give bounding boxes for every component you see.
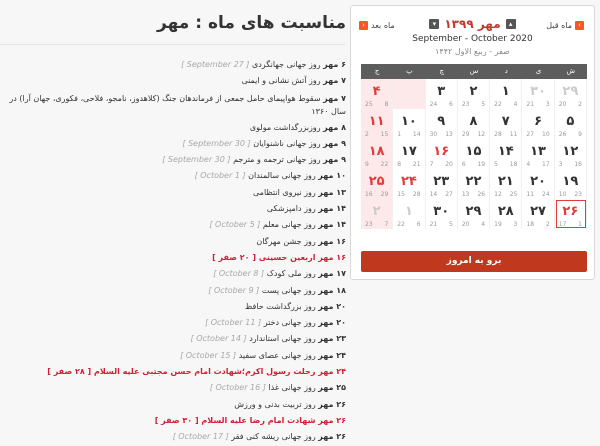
- event-item: [6, 250, 346, 266]
- arrow-right-icon: ›: [575, 21, 584, 30]
- hijri-day: 6: [449, 101, 453, 108]
- event-text: روز دامپزشکی: [266, 204, 316, 214]
- events-list: [6, 57, 346, 446]
- gregorian-day: 10: [558, 191, 567, 198]
- weekday-label: د: [504, 67, 508, 75]
- hijri-day: 21: [412, 161, 421, 168]
- calendar-week: [361, 139, 587, 169]
- event-item: [6, 348, 346, 364]
- hijri-day: 6: [416, 221, 421, 228]
- day-number: ۲۸: [497, 204, 514, 219]
- day-number: ۱۰: [400, 114, 417, 129]
- event-item: [6, 283, 346, 299]
- hijri-day: 27: [445, 191, 453, 198]
- calendar-day[interactable]: [490, 109, 522, 139]
- gregorian-day: 20: [558, 101, 567, 108]
- day-number: ۲۰: [530, 174, 546, 189]
- arrow-left-icon: ‹: [359, 21, 368, 30]
- gregorian-day: 30: [429, 131, 438, 138]
- calendar-day[interactable]: [522, 139, 554, 169]
- gregorian-day: 6: [461, 161, 466, 168]
- event-alt-date: [ ۳۰ صفر ]: [154, 415, 199, 425]
- calendar-grid: [361, 64, 587, 229]
- event-item: [6, 331, 346, 347]
- calendar-day[interactable]: [490, 79, 522, 109]
- calendar-week: [361, 199, 587, 229]
- calendar-day[interactable]: [458, 199, 490, 229]
- gregorian-day: 23: [365, 221, 373, 228]
- event-text: روز آتش نشانی و ایمنی: [241, 76, 321, 86]
- hijri-day: 4: [513, 101, 518, 108]
- event-item: [6, 364, 346, 380]
- event-text: روز جهانی دختر: [263, 318, 316, 328]
- day-number: ۲۴: [400, 174, 417, 189]
- day-number: ۱۵: [465, 144, 482, 159]
- weekday-label: ی: [535, 67, 542, 75]
- hijri-day: 8: [384, 101, 389, 108]
- event-date: ۲۰ مهر: [318, 318, 346, 328]
- hijri-day: 2: [545, 221, 550, 228]
- calendar-widget: [350, 5, 595, 280]
- day-number: ۶: [534, 114, 543, 129]
- event-alt-date: [ 8 October ]: [213, 269, 265, 279]
- gregorian-day: 21: [526, 101, 535, 108]
- event-date: ۷ مهر: [323, 93, 346, 103]
- event-text: روز جهانی استاندارد: [249, 334, 316, 344]
- gregorian-day: 9: [365, 161, 369, 168]
- hijri-day: 19: [477, 161, 486, 168]
- day-number: ۴: [372, 84, 381, 99]
- day-number: ۲: [372, 204, 381, 219]
- event-date: ۱۶ مهر: [318, 236, 346, 246]
- gregorian-day: 2: [365, 131, 369, 138]
- gregorian-day: 8: [397, 161, 402, 168]
- event-item: [6, 217, 346, 233]
- calendar-day[interactable]: [490, 199, 522, 229]
- weekday-label: س: [469, 67, 479, 75]
- gregorian-day: 27: [526, 131, 535, 138]
- event-alt-date: [ 30 September ]: [162, 155, 231, 165]
- hijri-day: 28: [412, 191, 421, 198]
- hijri-day: 3: [545, 101, 550, 108]
- event-alt-date: [ 16 October ]: [209, 383, 266, 393]
- event-item: [6, 429, 346, 445]
- gregorian-day: 19: [494, 221, 502, 228]
- event-alt-date: [ ۲۰ صفر ]: [212, 252, 256, 262]
- title-divider: [0, 44, 345, 45]
- day-number: ۸: [469, 114, 478, 129]
- event-item: [6, 152, 346, 168]
- calendar-day[interactable]: [393, 139, 425, 169]
- calendar-day: [393, 79, 425, 109]
- hijri-day: 12: [477, 131, 486, 138]
- event-alt-date: [ 17 October ]: [172, 432, 229, 442]
- weekday-label: پ: [406, 67, 413, 75]
- day-number: ۵: [566, 114, 575, 129]
- day-number: ۲۹: [465, 204, 482, 219]
- event-item: [6, 234, 346, 250]
- gregorian-day: 7: [429, 161, 434, 168]
- calendar-day[interactable]: [522, 169, 554, 199]
- event-text: روز جهانی سالمندان: [248, 171, 316, 181]
- day-number: ۳: [437, 84, 446, 99]
- event-date: ۱۸ مهر: [318, 285, 346, 295]
- event-item: [6, 136, 346, 152]
- event-text: سقوط هواپیمای حامل جمعی از فرماندهان جنگ (کلاهدوز، نامجو، فلاحی، فکوری، جهان آرا) در سال ۱۳۶۰: [9, 93, 346, 116]
- event-item: [6, 397, 346, 413]
- gregorian-day: 25: [365, 101, 373, 108]
- gregorian-day: 15: [397, 191, 405, 198]
- gregorian-day: 26: [558, 131, 567, 138]
- hijri-day: 29: [380, 191, 389, 198]
- calendar-day[interactable]: [555, 109, 587, 139]
- calendar-week: [361, 169, 587, 199]
- calendar-day[interactable]: [426, 169, 458, 199]
- event-date: ۲۴ مهر: [318, 367, 346, 377]
- day-number: ۱۱: [368, 114, 385, 129]
- event-alt-date: [ 15 October ]: [180, 350, 237, 360]
- gregorian-day: 24: [429, 101, 438, 108]
- calendar-day[interactable]: [426, 79, 458, 109]
- event-date: ۲۶ مهر: [318, 399, 346, 409]
- weekday-label: ج: [374, 67, 380, 75]
- gregorian-day: 17: [558, 221, 567, 228]
- gregorian-day: 22: [397, 221, 405, 228]
- page-title: مناسبت های ماه : مهر: [157, 13, 346, 33]
- calendar-week: [361, 79, 587, 109]
- day-number: ۲۹: [562, 84, 579, 99]
- event-item: [6, 73, 346, 89]
- day-number: ۱۳: [530, 144, 546, 159]
- gregorian-day: 5: [494, 161, 498, 168]
- calendar-day[interactable]: [458, 169, 490, 199]
- day-number: ۱۴: [497, 144, 514, 159]
- event-text: روز جهانی ناشنوایان: [253, 138, 321, 148]
- calendar-day[interactable]: [393, 199, 425, 229]
- event-date: ۱۴ مهر: [318, 220, 346, 230]
- event-date: ۲۵ مهر: [318, 383, 346, 393]
- event-date: ۱۳ مهر: [318, 187, 346, 197]
- event-alt-date: [ 14 October ]: [190, 334, 247, 344]
- hijri-day: 24: [542, 191, 550, 198]
- calendar-day[interactable]: [490, 139, 522, 169]
- hijri-day: 7: [384, 221, 389, 228]
- gregorian-day: 12: [494, 191, 502, 198]
- gregorian-range: September - October 2020: [412, 34, 533, 44]
- event-text: روز بزرگداشت حافظ: [244, 301, 316, 311]
- event-date: ۱۷ مهر: [318, 269, 346, 279]
- calendar-day[interactable]: [555, 169, 587, 199]
- event-alt-date: [ 11 October ]: [205, 318, 262, 328]
- calendar-day[interactable]: [555, 139, 587, 169]
- day-number: ۱۷: [400, 144, 417, 159]
- event-text: روز جهانی ریشه کنی فقر: [231, 432, 316, 442]
- event-alt-date: [ 30 September ]: [182, 138, 251, 148]
- event-text: روز جهانی پست: [261, 285, 316, 295]
- prev-month-label: ماه قبل: [546, 21, 572, 30]
- gregorian-day: 18: [526, 221, 535, 228]
- hijri-day: 15: [380, 131, 389, 138]
- gregorian-day: 14: [429, 191, 438, 198]
- gregorian-day: 21: [429, 221, 438, 228]
- hijri-day: 2: [578, 101, 582, 108]
- calendar-day[interactable]: [555, 199, 587, 229]
- event-alt-date: [ 1 October ]: [194, 171, 246, 181]
- gregorian-day: 4: [526, 161, 531, 168]
- event-text: روز جهانی معلم: [262, 220, 316, 230]
- month-down-arrow-icon[interactable]: ▾: [429, 19, 439, 29]
- event-date: ۱۶ مهر: [318, 252, 346, 262]
- gregorian-day: 20: [461, 221, 470, 228]
- day-number: ۳۰: [530, 84, 546, 99]
- event-date: ۸ مهر: [323, 122, 346, 132]
- calendar-header: [351, 6, 594, 64]
- month-title[interactable]: مهر ۱۳۹۹: [444, 17, 501, 31]
- day-number: ۷: [501, 114, 510, 129]
- event-alt-date: [ 9 October ]: [208, 285, 260, 295]
- calendar-day[interactable]: [522, 199, 554, 229]
- event-text: روز تربیت بدنی و ورزش: [234, 399, 316, 409]
- day-number: ۱: [501, 84, 510, 99]
- gregorian-day: 22: [494, 101, 502, 108]
- month-up-arrow-icon[interactable]: ▴: [506, 19, 516, 29]
- hijri-day: 22: [380, 161, 389, 168]
- hijri-day: 1: [578, 221, 582, 228]
- hijri-day: 11: [509, 131, 518, 138]
- event-date: ۲۳ مهر: [318, 334, 346, 344]
- day-number: ۹: [437, 114, 446, 129]
- calendar-day[interactable]: [361, 79, 393, 109]
- day-number: ۱۹: [562, 174, 579, 189]
- event-text: روز ملی کودک: [266, 269, 316, 279]
- hijri-day: 20: [445, 161, 453, 168]
- hijri-day: 17: [542, 161, 550, 168]
- day-number: ۱۲: [562, 144, 579, 159]
- event-item: [6, 90, 346, 120]
- day-number: ۱۶: [433, 144, 450, 159]
- day-number: ۱: [404, 204, 413, 219]
- hijri-day: 16: [574, 161, 582, 168]
- day-number: ۲۱: [497, 174, 514, 189]
- day-number: ۲۷: [530, 204, 546, 219]
- hijri-day: 18: [509, 161, 518, 168]
- event-text: روز جهانی غذا: [268, 383, 316, 393]
- weekday-label: ش: [566, 67, 576, 75]
- event-item: [6, 168, 346, 184]
- hijri-day: 14: [412, 131, 421, 138]
- event-text: روز جهانی عصای سفید: [238, 350, 316, 360]
- event-date: ۲۶ مهر: [318, 432, 346, 442]
- next-month-label: ماه بعد: [371, 21, 395, 30]
- event-item: [6, 201, 346, 217]
- event-item: [6, 57, 346, 73]
- calendar-weeks: [361, 79, 587, 229]
- calendar-day[interactable]: [555, 79, 587, 109]
- go-to-today-button[interactable]: برو به امروز: [361, 251, 587, 272]
- calendar-day[interactable]: [393, 169, 425, 199]
- hijri-day: 25: [509, 191, 518, 198]
- calendar-week: [361, 109, 587, 139]
- gregorian-day: 29: [461, 131, 470, 138]
- event-date: ۹ مهر: [323, 138, 346, 148]
- event-date: ۹ مهر: [323, 155, 346, 165]
- day-number: ۲۳: [433, 174, 450, 189]
- day-number: ۳۰: [433, 204, 450, 219]
- event-item: [6, 380, 346, 396]
- calendar-day[interactable]: [361, 139, 393, 169]
- event-item: [6, 299, 346, 315]
- event-alt-date: [ ۲۸ صفر ]: [47, 367, 92, 377]
- event-item: [6, 315, 346, 331]
- day-number: ۲: [469, 84, 478, 99]
- event-item: [6, 185, 346, 201]
- gregorian-day: 28: [494, 131, 502, 138]
- event-text: رحلت رسول اکرم؛شهادت امام حسن مجتبی علیه السلام: [93, 367, 316, 377]
- event-text: روزبزرگداشت مولوی: [249, 122, 321, 132]
- event-text: روز جهانی جهانگردی: [251, 60, 321, 69]
- hijri-day: 13: [445, 131, 453, 138]
- hijri-day: 26: [477, 191, 486, 198]
- event-item: [6, 266, 346, 282]
- gregorian-day: 13: [461, 191, 470, 198]
- hijri-day: 4: [481, 221, 486, 228]
- hijri-day: 5: [481, 101, 486, 108]
- event-date: ۱۴ مهر: [318, 204, 346, 214]
- gregorian-day: 16: [365, 191, 373, 198]
- calendar-day[interactable]: [490, 169, 522, 199]
- day-number: ۲۶: [562, 204, 579, 219]
- event-text: شهادت امام رضا علیه السلام: [201, 415, 316, 425]
- day-number: ۱۸: [368, 144, 385, 159]
- event-alt-date: [ 27 September ]: [181, 60, 250, 69]
- event-date: ۲۶ مهر: [318, 415, 346, 425]
- hijri-day: 5: [449, 221, 453, 228]
- calendar-day[interactable]: [458, 109, 490, 139]
- event-item: [6, 413, 346, 429]
- day-number: ۲۵: [368, 174, 385, 189]
- calendar-day[interactable]: [426, 109, 458, 139]
- calendar-day[interactable]: [393, 109, 425, 139]
- next-month-button[interactable]: [359, 21, 395, 30]
- gregorian-day: 1: [397, 131, 402, 138]
- event-text: روز جشن مهرگان: [256, 236, 316, 246]
- event-text: روز جهانی ترجمه و مترجم: [233, 155, 321, 165]
- calendar-day[interactable]: [458, 79, 490, 109]
- calendar-day[interactable]: [522, 79, 554, 109]
- gregorian-day: 3: [558, 161, 563, 168]
- event-date: ۲۰ مهر: [318, 301, 346, 311]
- calendar-day[interactable]: [426, 199, 458, 229]
- hijri-day: 23: [574, 191, 582, 198]
- calendar-day[interactable]: [361, 199, 393, 229]
- weekday-header: [361, 64, 587, 79]
- hijri-day: 9: [578, 131, 582, 138]
- event-text: روز نیروی انتظامی: [253, 187, 316, 197]
- event-alt-date: [ 5 October ]: [209, 220, 261, 230]
- event-date: ۶ مهر: [323, 60, 346, 69]
- day-number: ۲۲: [465, 174, 482, 189]
- gregorian-day: 23: [461, 101, 470, 108]
- calendar-day[interactable]: [458, 139, 490, 169]
- hijri-day: 3: [513, 221, 518, 228]
- hijri-range: صفر - ربیع الاول ۱۴۴۲: [435, 47, 510, 56]
- hijri-day: 10: [542, 131, 550, 138]
- event-text: اربعین حسینی: [258, 252, 316, 262]
- calendar-day[interactable]: [426, 139, 458, 169]
- event-date: ۱۰ مهر: [318, 171, 346, 181]
- event-item: [6, 120, 346, 136]
- weekday-label: چ: [439, 67, 444, 75]
- calendar-day[interactable]: [361, 109, 393, 139]
- gregorian-day: 11: [526, 191, 535, 198]
- event-date: ۲۴ مهر: [318, 350, 346, 360]
- event-date: ۷ مهر: [323, 76, 346, 86]
- calendar-day[interactable]: [522, 109, 554, 139]
- calendar-day[interactable]: [361, 169, 393, 199]
